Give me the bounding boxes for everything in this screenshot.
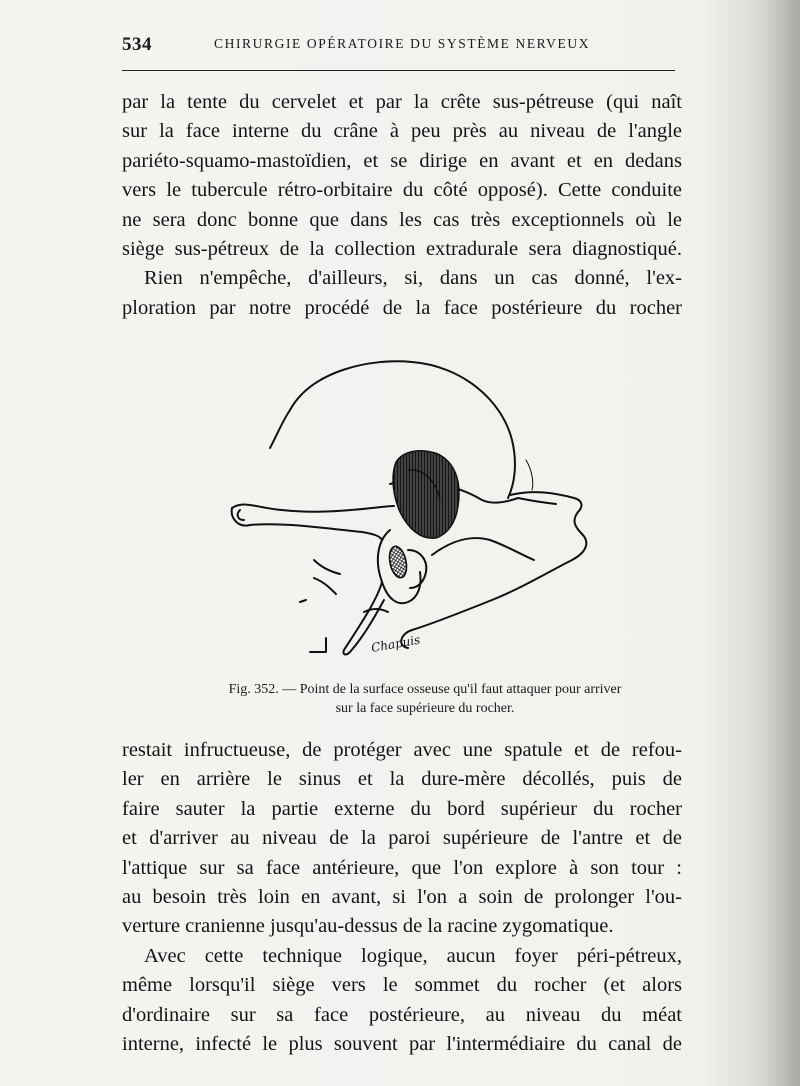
caption-line: sur la face supérieure du rocher. xyxy=(335,701,515,716)
paragraph-2 xyxy=(122,264,682,323)
text-line: Rien n'empêche, d'ailleurs, si, dans un cas donné, l'ex- xyxy=(144,267,682,290)
header-rule xyxy=(122,70,675,71)
text-line: interne, infecté le plus souvent par l'intermédiaire du canal de xyxy=(122,1032,682,1055)
text-line: ne sera donc bonne que dans les cas très exceptionnels où le xyxy=(122,208,682,231)
paragraph-3 xyxy=(122,736,682,942)
text-line: ler en arrière le sinus et la dure-mère décollés, puis de xyxy=(122,768,682,791)
artist-signature: Chapuis xyxy=(370,632,422,655)
text-line: et d'arriver au niveau de la paroi supérieure de l'antre et de xyxy=(122,827,682,850)
caption-line: Fig. 352. — Point de la surface osseuse qu'il faut attaquer pour arriver xyxy=(228,682,622,697)
auditory-meatus xyxy=(387,545,409,580)
figure-caption xyxy=(170,680,680,718)
text-line: Avec cette technique logique, aucun foyer péri-pétreux, xyxy=(144,944,682,967)
page-header xyxy=(122,34,678,58)
hatched-target-area xyxy=(393,451,459,538)
text-line: verture cranienne jusqu'au-dessus de la racine zygomatique. xyxy=(122,915,614,938)
text-line: d'ordinaire sur sa face postérieure, au niveau du méat xyxy=(122,1003,682,1026)
paragraph-4 xyxy=(122,942,682,1060)
text-line: siège sus-pétreux de la collection extradurale sera diagnostiqué. xyxy=(122,237,682,260)
zygomatic-arch xyxy=(232,505,394,512)
text-line: faire sauter la partie externe du bord supérieur du rocher xyxy=(122,797,682,820)
text-line: ploration par notre procédé de la face postérieure du rocher xyxy=(122,296,682,319)
text-line: par la tente du cervelet et par la crête sus-pétreuse (qui naît xyxy=(122,91,682,113)
text-line: vers le tubercule rétro-orbitaire du côté opposé). Cette conduite xyxy=(122,179,682,202)
text-block-bottom xyxy=(122,736,682,1059)
text-line: l'attique sur sa face antérieure, que l'on explore à son tour : xyxy=(122,856,682,879)
text-line: même lorsqu'il siège vers le sommet du rocher (et alors xyxy=(122,974,682,997)
text-line: restait infructueuse, de protéger avec une spatule et de refou- xyxy=(122,739,682,761)
text-line: au besoin très loin en avant, si l'on a soin de prolonger l'ou- xyxy=(122,885,682,908)
page-number: 534 xyxy=(122,34,152,55)
skull-base-illustration xyxy=(222,350,602,670)
text-line: pariéto-squamo-mastoïdien, et se dirige en avant et en dedans xyxy=(122,149,682,172)
text-line: sur la face interne du crâne à peu près au niveau de l'angle xyxy=(122,120,682,143)
paragraph-1 xyxy=(122,88,682,264)
text-block-top xyxy=(122,88,682,323)
running-title: CHIRURGIE OPÉRATOIRE DU SYSTÈME NERVEUX xyxy=(214,36,591,51)
